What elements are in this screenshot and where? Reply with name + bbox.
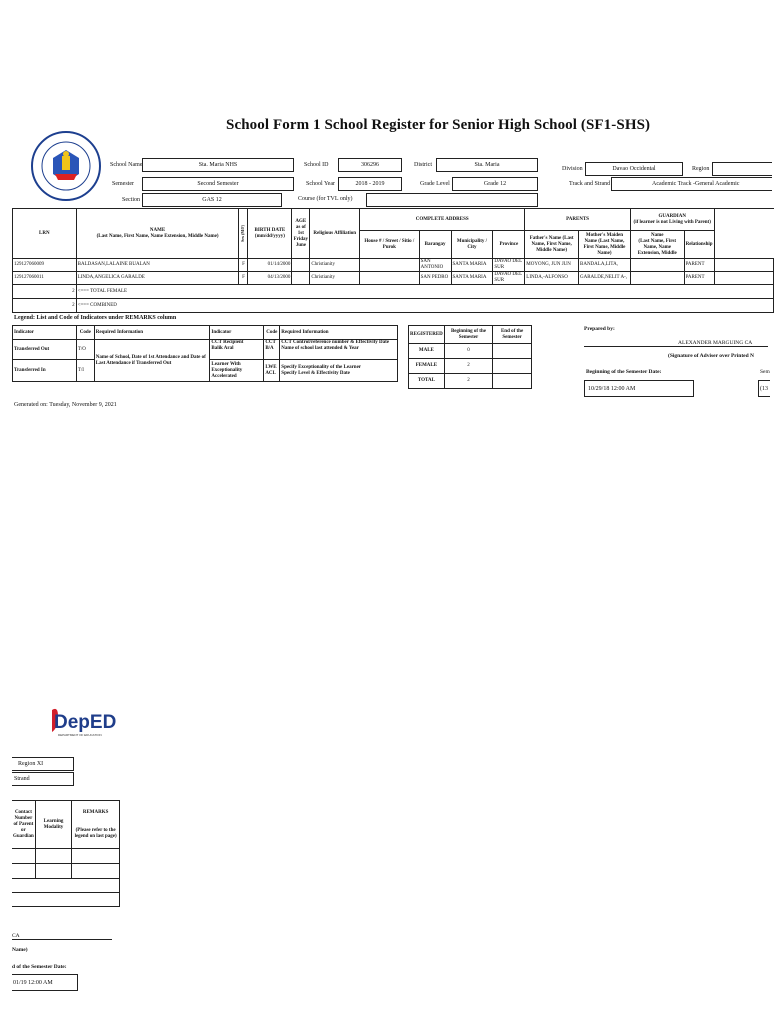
- adviser-fragment: CA: [12, 933, 20, 939]
- col-lrn: LRN: [13, 209, 77, 259]
- col-mother: Mother's Maiden Name (Last Name, First Name, Middle Name): [579, 231, 631, 259]
- col-father: Father's Name (Last Name, First Name, Middle Name): [525, 231, 579, 259]
- table-row: 129127060011 LINDA,ANGELICA GARALDE F 04/13/2000 Christianity SAN PEDRO SANTA MARIA DAVAO DEL SUR LINDA,-ALFONSO GARALDE,NELIT A-, PARENT: [13, 272, 774, 285]
- deped-logo: [48, 704, 118, 738]
- end-date-label: d of the Semester Date:: [12, 964, 67, 970]
- legend-table: Indicator Code Required Information Indicator Code Required Information Transferred Out T/O Name of School, Date of 1st Attendance and Date of Last Attendance if Transferred Out CCT Recipient Balik Aral CCT B/A CCT Control/reference number & Effectivity Date Name of school last attended & Year Transferred In T/I Learner With Exceptionality Accelerated LWE ACL Specify Exceptionality of the Learner Specify Level & Effectivity Date: [12, 325, 398, 382]
- col-barangay: Barangay: [419, 231, 451, 259]
- remarks-table: Contact Number of Parent or Guardian Learning Modality REMARKS (Please refer to the legend on last page): [12, 800, 120, 907]
- signature-fragment: Name): [12, 947, 28, 953]
- col-religion: Religious Affiliation: [310, 209, 360, 259]
- col-name: NAME (Last Name, First Name, Name Extension, Middle Name): [76, 209, 239, 259]
- col-province: Province: [493, 231, 525, 259]
- table-row: 129127060009 BALDASAN,LALAINE BUALAN F 01/14/2000 Christianity SAN ANTONIO SANTA MARIA DAVAO DEL SUR MOYONG, JUN JUN BANDALA,LITA, PARENT: [13, 259, 774, 272]
- school-id-field: 306296: [338, 158, 402, 172]
- region-value: Region XI: [12, 757, 74, 771]
- adviser-signature-caption: (Signature of Adviser over Printed N: [668, 353, 755, 359]
- region-field: [712, 162, 772, 176]
- course-label: Course (for TVL only): [298, 196, 353, 202]
- district-label: District: [414, 162, 432, 168]
- school-id-label: School ID: [304, 162, 329, 168]
- semester-field: Second Semester: [142, 177, 294, 191]
- adviser-name: ALEXANDER MARGUING CA: [678, 340, 753, 346]
- col-birth: BIRTH DATE (mm/dd/yyyy): [248, 209, 292, 259]
- combined-row: 2 <=== COMBINED: [13, 299, 774, 313]
- col-parents: PARENTS: [525, 209, 631, 231]
- col-sex: Sex (M/F): [239, 209, 248, 259]
- col-relationship: Relationship: [684, 231, 714, 259]
- school-year-field: 2018 - 2019: [338, 177, 402, 191]
- school-year-label: School Year: [306, 181, 336, 187]
- district-field: Sta. Maria: [436, 158, 538, 172]
- legend-title: Legend: List and Code of Indicators under REMARKS column: [14, 315, 177, 321]
- end-date-field: (13: [758, 380, 770, 397]
- prepared-by-label: Prepared by:: [584, 326, 615, 332]
- begin-date-field: 10/29/18 12:00 AM: [584, 380, 694, 397]
- track-label: Track and Strand: [569, 181, 611, 187]
- division-field: Davao Occidental: [585, 162, 683, 176]
- col-extra: [714, 209, 773, 259]
- learner-register-table: [12, 208, 774, 313]
- course-field: [366, 193, 538, 207]
- col-house: House # / Street / Sitio / Purok: [360, 231, 420, 259]
- col-guardian: GUARDIAN (if learner is not Living with Parent): [630, 209, 714, 231]
- deped-seal-logo: [30, 130, 102, 202]
- generated-date: Generated on: Tuesday, November 9, 2021: [14, 402, 117, 408]
- grade-level-label: Grade Level: [420, 181, 450, 187]
- region-label: Region: [692, 166, 710, 172]
- col-guardian-name: Name (Last Name, First Name, Name Extension, Middle: [630, 231, 684, 259]
- end-sem-label: Sem: [760, 369, 770, 375]
- begin-date-label: Beginning of the Semester Date:: [586, 369, 662, 375]
- total-female-row: 2 <=== TOTAL FEMALE: [13, 285, 774, 299]
- division-label: Division: [562, 166, 583, 172]
- col-municipality: Municipality / City: [451, 231, 493, 259]
- section-field: GAS 12: [142, 193, 282, 207]
- svg-text:DEPARTMENT OF EDUCATION: DEPARTMENT OF EDUCATION: [58, 733, 102, 737]
- track-field: Academic Track -General Academic: [611, 177, 772, 191]
- col-address: COMPLETE ADDRESS: [360, 209, 525, 231]
- school-name-field: Sta. Maria NHS: [142, 158, 294, 172]
- school-name-label: School Name: [110, 162, 143, 168]
- col-age: AGE as of 1st Friday June: [292, 209, 310, 259]
- summary-table: REGISTERED Beginning of the Semester End of the Semester MALE 0 FEMALE 2 TOTAL 2: [408, 325, 532, 389]
- semester-label: Semester: [112, 181, 134, 187]
- svg-text:DepED: DepED: [54, 712, 117, 733]
- form-title: School Form 1 School Register for Senior High School (SF1-SHS): [226, 117, 651, 133]
- grade-level-field: Grade 12: [452, 177, 538, 191]
- section-label: Section: [122, 197, 140, 203]
- end-date-value: 01/19 12:00 AM: [12, 974, 78, 991]
- strand-fragment: Strand: [12, 772, 74, 786]
